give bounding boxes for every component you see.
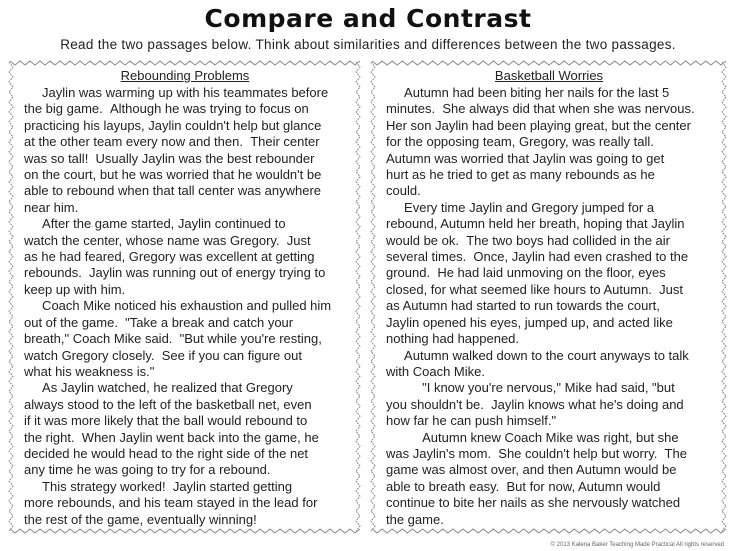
instructions: Read the two passages below. Think about similarities and differences between the two passages. (60, 37, 676, 52)
passage-line: always stood to the left of the basketball net, even (24, 396, 312, 412)
passage-line: able to breath easy. But for now, Autumn would (386, 478, 661, 494)
passage-line: game was almost over, and then Autumn would be (386, 462, 677, 478)
passage-box-right (370, 60, 728, 535)
passage-line: Autumn was worried that Jaylin was going to get (386, 150, 665, 166)
passage-box-left (8, 60, 362, 535)
passage-line: would be ok. The two boys had collided in the air (386, 232, 671, 248)
passage-line: minutes. She always did that when she was nervous. (386, 101, 695, 117)
passage-line: what his weakness is." (24, 363, 155, 379)
passage-line: continue to bite her nails as she nervously watched (386, 495, 681, 511)
passage-line: you shouldn't be. Jaylin knows what he's doing and (386, 396, 684, 412)
passage-line: as he had feared, Gregory was excellent at getting (24, 249, 315, 265)
passage-line: on the court, but he was worried that he wouldn't be (24, 167, 322, 183)
passage-line: Jaylin was warming up with his teammates before (24, 85, 329, 100)
passage-line: Every time Jaylin and Gregory jumped for a (386, 199, 655, 215)
passage-line: as Autumn had started to run towards the court, (386, 298, 660, 314)
passage-line: decided he would head to the right side of the net (24, 445, 309, 461)
passage-line: As Jaylin watched, he realized that Gregory (24, 380, 293, 396)
passage-line: several times. Once, Jaylin had even crashed to the (386, 249, 689, 265)
passage-line: was Jaylin's mom. She couldn't help but worry. The (386, 445, 687, 461)
copyright-notice: © 2013 Kalena Baker Teaching Made Practical All rights reserved (550, 542, 724, 548)
passage-line: at the other team every now and then. Their center (24, 134, 320, 150)
passage-line: Autumn had been biting her nails for the last 5 (386, 85, 670, 100)
passage-line: Coach Mike noticed his exhaustion and pulled him (24, 298, 332, 314)
passage-line: nothing had happened. (386, 331, 520, 347)
passage-line: keep up with him. (24, 281, 126, 297)
passage-line: if it was more likely that the ball would rebound to (24, 413, 308, 429)
passage-line: closed, for what seemed like hours to Autumn. Just (386, 281, 683, 297)
passage-line: able to rebound when that tall center was anywhere (24, 183, 322, 199)
passage-line: Jaylin opened his eyes, jumped up, and acted like (386, 314, 673, 330)
passage-line: for the opposing team, Gregory, was really tall. (386, 134, 654, 150)
passage-title: Rebounding Problems (120, 68, 250, 83)
passage-line: practicing his layups, Jaylin couldn't help but glance (24, 117, 322, 133)
passage-line: hurt as he tried to get as many rebounds as he (386, 167, 655, 183)
passage-line: watch the center, whose name was Gregory. Just (24, 232, 311, 248)
passage-line: watch Gregory closely. See if you can figure out (24, 347, 302, 363)
passage-line: out of the game. "Take a break and catch your (24, 314, 294, 330)
passage-line: any time he was going to try for a rebound. (24, 462, 271, 478)
passage-line: ground. He had laid unmoving on the floor, eyes (386, 265, 666, 281)
passage-line: Her son Jaylin had been playing great, but the center (386, 117, 691, 133)
passage-line: This strategy worked! Jaylin started getting (24, 478, 293, 494)
passage-line: the rest of the game, eventually winning! (24, 511, 257, 527)
passage-line: After the game started, Jaylin continued to (24, 216, 286, 232)
passage-line: rebounds. Jaylin was running out of energy trying to (24, 265, 326, 281)
passage-line: rebound, Autumn held her breath, hoping that Jaylin (386, 216, 685, 232)
passage-line: the big game. Although he was trying to focus on (24, 101, 309, 117)
passage-line: the right. When Jaylin went back into the game, he (24, 429, 319, 445)
passage-line: "I know you're nervous," Mike had said, "but (386, 380, 675, 396)
passage-line: how far he can push himself." (386, 413, 557, 429)
passage-line: breath," Coach Mike said. "But while you're resting, (24, 331, 322, 347)
passage-line: was so tall! Usually Jaylin was the best rebounder (24, 150, 315, 166)
passage-line: more rebounds, and his team stayed in the lead for (24, 495, 318, 511)
passage-line: with Coach Mike. (386, 363, 485, 379)
passage-line: Autumn knew Coach Mike was right, but she (386, 429, 679, 445)
passage-text (24, 85, 331, 528)
page-title: Compare and Contrast (204, 4, 532, 33)
passage-line: the game. (386, 511, 444, 527)
passage-text (386, 85, 695, 528)
passage-title: Basketball Worries (494, 68, 604, 83)
passage-line: near him. (24, 199, 79, 215)
passage-line: Autumn walked down to the court anyways to talk (386, 347, 689, 363)
passage-line: could. (386, 183, 421, 199)
